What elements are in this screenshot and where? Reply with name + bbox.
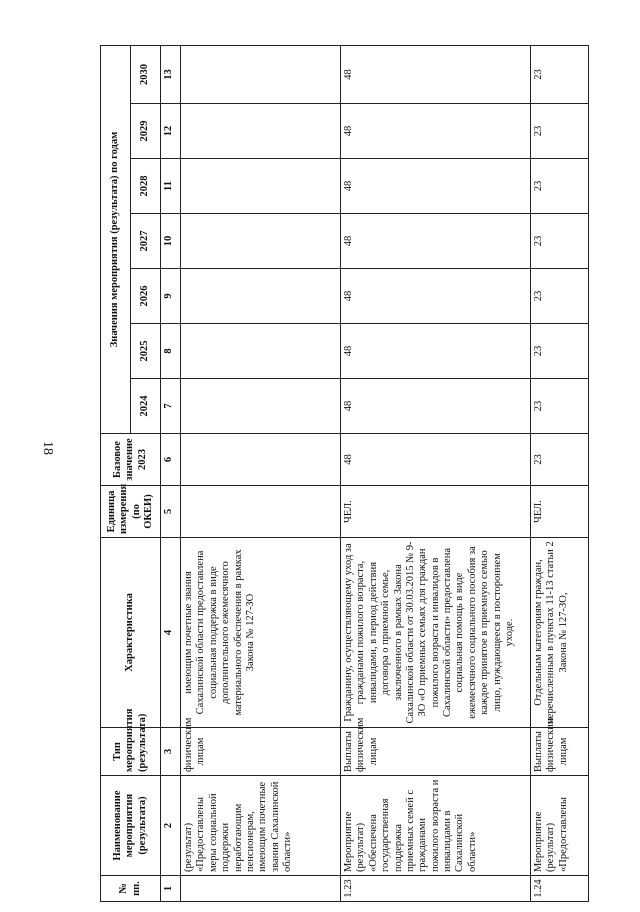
row-value: 48 — [341, 214, 531, 269]
row-type: Выплаты физическим лицам — [531, 728, 589, 776]
row-value — [181, 104, 341, 159]
row-value: 23 — [531, 324, 589, 379]
row-value: 48 — [341, 104, 531, 159]
index-cell: 13 — [161, 45, 181, 103]
year-cell: 2025 — [131, 324, 161, 379]
index-cell: 5 — [161, 486, 181, 538]
rotated-table-wrapper — [100, 46, 588, 902]
header-unit: Единица измерения (по ОКЕИ) — [101, 486, 161, 538]
year-cell: 2026 — [131, 269, 161, 324]
index-cell: 9 — [161, 269, 181, 324]
row-characteristic: Отдельным категориям граждан, перечисленным в пунктах 11-13 статьи 2 Закона № 127-ЗО, — [531, 538, 589, 728]
row-value: 48 — [341, 379, 531, 434]
results-table — [100, 45, 589, 902]
index-cell: 8 — [161, 324, 181, 379]
row-value: 48 — [341, 45, 531, 103]
row-value: 48 — [341, 159, 531, 214]
index-row — [161, 45, 181, 901]
row-value — [181, 45, 341, 103]
row-type: Выплаты физическим лицам — [341, 728, 531, 776]
row-value — [181, 379, 341, 434]
page-number: 18 — [40, 441, 55, 455]
row-value: 48 — [341, 269, 531, 324]
header-yearly-values: Значения мероприятия (результата) по годам — [101, 45, 131, 433]
index-cell: 6 — [161, 434, 181, 486]
row-type: физическим лицам — [181, 728, 341, 776]
row-value: 23 — [531, 379, 589, 434]
year-cell: 2030 — [131, 45, 161, 103]
index-cell: 12 — [161, 104, 181, 159]
index-cell: 4 — [161, 538, 181, 728]
row-characteristic: Гражданину, осуществляющему уход за гражданами пожилого возраста, инвалидами, в период действия договора о приемной семье, заключенного в рамках Закона Сахалинской области от 30.03.2015 № 9-ЗО «О приемных семьях для граждан пожилого возраста и инвалидов в Сахалинской области» предоставлена социальная помощь в виде ежемесячного социального пособия за каждое принятое в приемную семью лицо, нуждающееся в постороннем уходе. — [341, 538, 531, 728]
row-name: (результат) «Предоставлены меры социальной поддержки неработающим пенсионерам, имеющим почетные звания Сахалинской области» — [181, 776, 341, 876]
year-cell: 2028 — [131, 159, 161, 214]
row-value: 23 — [531, 104, 589, 159]
row-unit: ЧЕЛ. — [531, 486, 589, 538]
header-num: № пп. — [101, 876, 161, 902]
row-value — [181, 214, 341, 269]
index-cell: 11 — [161, 159, 181, 214]
row-name: Мероприятие (результат) «Предоставлены — [531, 776, 589, 876]
row-value: 23 — [531, 159, 589, 214]
row-value — [181, 269, 341, 324]
row-num: 1.24 — [531, 876, 589, 902]
year-cell: 2029 — [131, 104, 161, 159]
row-characteristic: имеющим почетные звания Сахалинской области предоставлена социальная поддержка в виде дополнительного ежемесячного материального обеспечения в рамках Закона № 127-ЗО — [181, 538, 341, 728]
row-value: 23 — [531, 269, 589, 324]
index-cell: 7 — [161, 379, 181, 434]
index-cell: 1 — [161, 876, 181, 902]
row-value — [181, 324, 341, 379]
row-base: 23 — [531, 434, 589, 486]
year-cell: 2024 — [131, 379, 161, 434]
row-num — [181, 876, 341, 902]
row-base: 48 — [341, 434, 531, 486]
row-unit: ЧЕЛ. — [341, 486, 531, 538]
row-value — [181, 159, 341, 214]
table-row — [531, 45, 589, 901]
header-name: Наименование мероприятия (результата) — [101, 776, 161, 876]
row-num: 1.23 — [341, 876, 531, 902]
row-name: Мероприятие (результат) «Обеспечена государственная поддержка приемных семей с гражданами пожилого возраста и инвалидами в Сахалинской области» — [341, 776, 531, 876]
table-row — [341, 45, 531, 901]
row-unit — [181, 486, 341, 538]
index-cell: 2 — [161, 776, 181, 876]
index-cell: 10 — [161, 214, 181, 269]
header-base-value: Базовое значение 2023 — [101, 434, 161, 486]
row-value: 23 — [531, 214, 589, 269]
row-value: 48 — [341, 324, 531, 379]
index-cell: 3 — [161, 728, 181, 776]
row-value: 23 — [531, 45, 589, 103]
year-cell: 2027 — [131, 214, 161, 269]
table-row — [181, 45, 341, 901]
header-type: Тип мероприятия (результата) — [101, 728, 161, 776]
row-base — [181, 434, 341, 486]
header-characteristic: Характеристика — [101, 538, 161, 728]
